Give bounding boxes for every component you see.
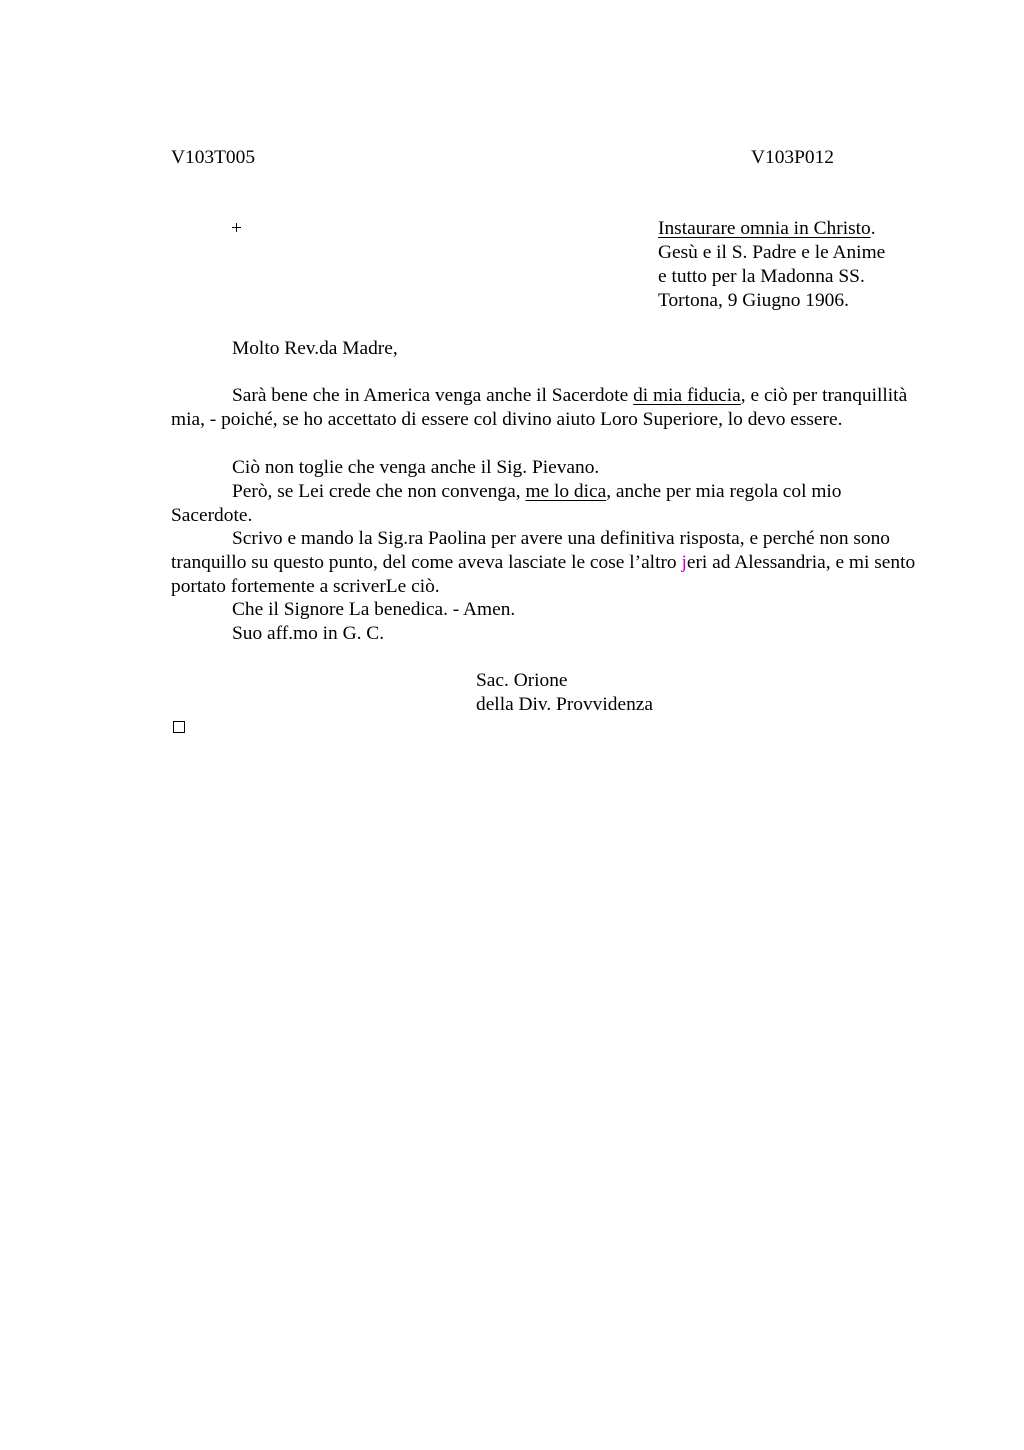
end-marker-square-icon xyxy=(173,721,185,733)
paragraph-5: Che il Signore La benedica. - Amen. xyxy=(232,599,516,620)
document-code-left: V103T005 xyxy=(171,147,256,168)
paragraph-3-underlined: me lo dica xyxy=(525,481,607,502)
paragraph-4 xyxy=(171,527,923,598)
cross-symbol: + xyxy=(231,218,242,239)
paragraph-3 xyxy=(171,480,923,528)
salutation: Molto Rev.da Madre, xyxy=(232,338,398,359)
motto-line xyxy=(658,217,876,241)
paragraph-1-text-b: , e ciò per tranquillità mia, - poiché, se ho accettato di essere col divino aiuto Loro Superiore, lo devo essere. xyxy=(171,385,908,430)
signature-name: Sac. Orione xyxy=(476,670,568,691)
paragraph-1-underlined: di mia fiducia xyxy=(633,385,741,406)
paragraph-1 xyxy=(171,384,923,432)
paragraph-4-text-b: eri ad Alessandria, e mi sento portato fortemente a scriverLe ciò. xyxy=(171,551,916,597)
paragraph-4-text-a: Scrivo e mando la Sig.ra Paolina per avere una definitiva risposta, e perché non sono tranquillo su questo punto, del come aveva lasciate le cose l’altro xyxy=(171,528,891,573)
heading-line-3: e tutto per la Madonna SS. xyxy=(658,266,865,287)
signature-title: della Div. Provvidenza xyxy=(476,694,653,715)
document-code-right: V103P012 xyxy=(751,147,834,168)
heading-line-2: Gesù e il S. Padre e le Anime xyxy=(658,242,886,263)
paragraph-4-highlight-letter: j xyxy=(681,551,687,573)
paragraph-1-text-a: Sarà bene che in America venga anche il Sacerdote xyxy=(232,385,634,406)
motto-text: Instaurare omnia in Christo xyxy=(658,218,871,239)
paragraph-3-text-a: Però, se Lei crede che non convenga, xyxy=(232,481,526,502)
closing-line: Suo aff.mo in G. C. xyxy=(232,623,385,644)
motto-period: . xyxy=(870,218,876,239)
paragraph-3-text-b: , anche per mia regola col mio Sacerdote. xyxy=(171,481,842,526)
place-date: Tortona, 9 Giugno 1906. xyxy=(658,290,849,311)
paragraph-2: Ciò non toglie che venga anche il Sig. Pievano. xyxy=(232,457,600,478)
